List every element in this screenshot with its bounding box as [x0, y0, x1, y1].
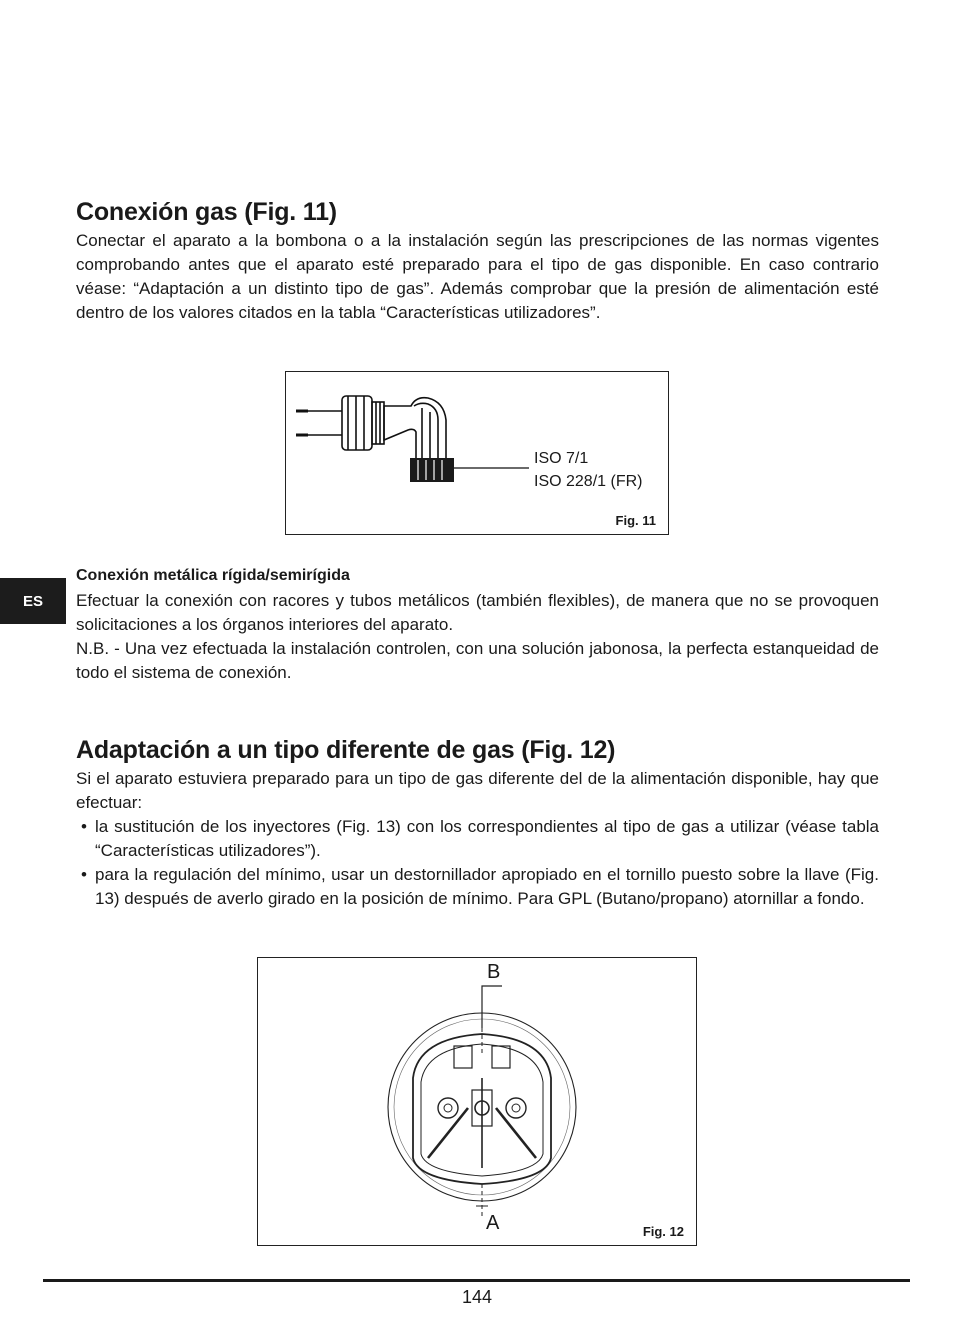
section-title-gas-connection: Conexión gas (Fig. 11) [76, 198, 337, 226]
gas-fitting-illustration [286, 372, 668, 534]
iso-label-1: ISO 7/1 [534, 450, 589, 467]
list-item: • para la regulación del mínimo, usar un destornillador apropiado en el tornillo puesto sobre la llave (Fig. 13) después de averlo girado en la posición de mínimo. Para GPL (Butano/propano) atornillar a fondo. [81, 865, 879, 908]
nb-paragraph: N.B. - Una vez efectuada la instalación controlen, con una solución jabonosa, la perfecta estanqueidad de todo el sistema de conexión. [76, 639, 879, 682]
burner-valve-illustration [258, 958, 696, 1245]
list-item: • la sustitución de los inyectores (Fig. 13) con los correspondientes al tipo de gas a utilizar (véase tabla “Características utilizadores”). [81, 817, 879, 860]
language-tab: ES [0, 578, 66, 624]
footer-divider [43, 1279, 910, 1282]
adaptation-bullet-list [76, 815, 879, 911]
rigid-connection-paragraph: Efectuar la conexión con racores y tubos metálicos (también flexibles), de manera que no se provoquen solicitaciones a los órganos interiores del aparato. [76, 591, 879, 634]
label-a: A [486, 1212, 500, 1234]
label-b: B [487, 961, 501, 983]
figure-12-label: Fig. 12 [642, 1224, 684, 1239]
subsection-title-rigid-connection: Conexión metálica rígida/semirígida [76, 567, 350, 584]
figure-12 [257, 957, 697, 1246]
gas-connection-paragraph: Conectar el aparato a la bombona o a la instalación según las prescripciones de las normas vigentes comprobando antes que el aparato esté preparado para el tipo de gas disponible. En caso contrario véase: “Adaptación a un distinto tipo de gas”. Además comprobar que la presión de alimentación esté dentro de los valores citados en la tabla “Características utilizadores”. [76, 231, 879, 322]
section-title-gas-adaptation: Adaptación a un tipo diferente de gas (Fig. 12) [76, 736, 616, 764]
iso-label-2: ISO 228/1 (FR) [534, 473, 643, 490]
figure-11-label: Fig. 11 [615, 513, 656, 528]
page-number: 144 [461, 1287, 493, 1307]
figure-11 [285, 371, 669, 535]
gas-adaptation-intro: Si el aparato estuviera preparado para un tipo de gas diferente del de la alimentación disponible, hay que efectuar: [76, 769, 879, 812]
